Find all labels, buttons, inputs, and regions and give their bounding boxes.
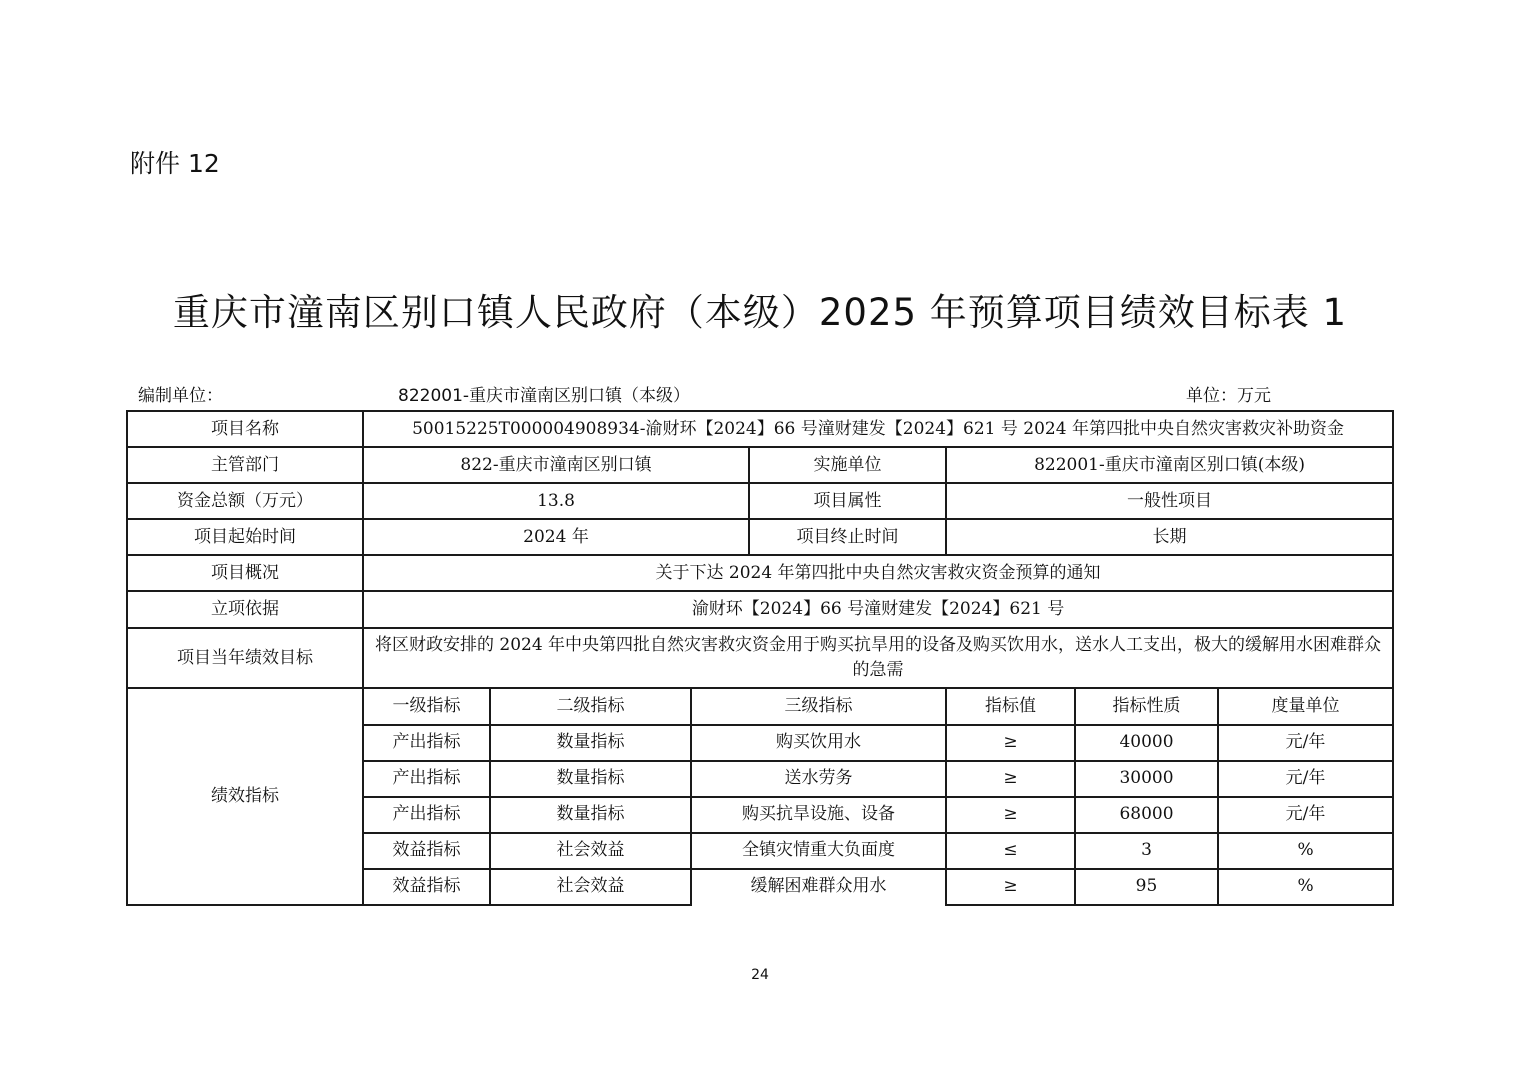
level2-cell: 数量指标	[490, 725, 691, 761]
value-cell: 30000	[1075, 761, 1218, 797]
level1-cell: 产出指标	[363, 797, 490, 833]
overview-value: 关于下达 2024 年第四批中央自然灾害救灾资金预算的通知	[363, 555, 1393, 591]
header-measure-unit: 度量单位	[1218, 688, 1393, 724]
table-row	[127, 411, 1393, 447]
level3-cell: 购买饮用水	[691, 725, 946, 761]
basis-label: 立项依据	[127, 591, 363, 627]
level2-cell: 数量指标	[490, 797, 691, 833]
funds-label: 资金总额（万元）	[127, 483, 363, 519]
impl-unit-label: 实施单位	[749, 447, 946, 483]
annual-goal-value: 将区财政安排的 2024 年中央第四批自然灾害救灾资金用于购买抗旱用的设备及购买饮用水，送水人工支出，极大的缓解用水困难群众的急需	[363, 628, 1393, 689]
overview-label: 项目概况	[127, 555, 363, 591]
header-indicator-value: 指标值	[946, 688, 1075, 724]
compiling-unit-value: 822001-重庆市潼南区别口镇（本级）	[398, 386, 691, 406]
unit-cell: 元/年	[1218, 725, 1393, 761]
level2-cell: 社会效益	[490, 833, 691, 869]
dept-value: 822-重庆市潼南区别口镇	[363, 447, 749, 483]
performance-target-table	[126, 410, 1394, 906]
end-time-value: 长期	[946, 519, 1393, 555]
level1-cell: 效益指标	[363, 833, 490, 869]
table-row	[127, 628, 1393, 689]
impl-unit-value: 822001-重庆市潼南区别口镇(本级)	[946, 447, 1393, 483]
level3-cell: 送水劳务	[691, 761, 946, 797]
table-row	[127, 519, 1393, 555]
start-time-label: 项目起始时间	[127, 519, 363, 555]
value-cell: 95	[1075, 869, 1218, 905]
level2-cell: 社会效益	[490, 869, 691, 905]
compiling-unit-label: 编制单位：	[138, 386, 223, 406]
page-title: 重庆市潼南区别口镇人民政府（本级）2025 年预算项目绩效目标表 1	[172, 291, 1348, 334]
unit-cell: %	[1218, 869, 1393, 905]
value-cell: 3	[1075, 833, 1218, 869]
level3-cell: 购买抗旱设施、设备	[691, 797, 946, 833]
operator-cell: ≤	[946, 833, 1075, 869]
table-row	[127, 591, 1393, 627]
currency-unit: 单位：万元	[1186, 386, 1271, 406]
attachment-label: 附件 12	[130, 149, 220, 178]
project-name-value: 50015225T000004908934-渝财环【2024】66 号潼财建发【2024】621 号 2024 年第四批中央自然灾害救灾补助资金	[363, 411, 1393, 447]
project-name-label: 项目名称	[127, 411, 363, 447]
level1-cell: 效益指标	[363, 869, 490, 905]
start-time-value: 2024 年	[363, 519, 749, 555]
level2-cell: 数量指标	[490, 761, 691, 797]
page-number: 24	[751, 967, 769, 983]
operator-cell: ≥	[946, 761, 1075, 797]
level1-cell: 产出指标	[363, 725, 490, 761]
level3-cell: 缓解困难群众用水	[691, 869, 946, 905]
table-row	[127, 447, 1393, 483]
table-row	[127, 483, 1393, 519]
unit-cell: 元/年	[1218, 761, 1393, 797]
dept-label: 主管部门	[127, 447, 363, 483]
indicator-header-row	[127, 688, 1393, 724]
value-cell: 68000	[1075, 797, 1218, 833]
project-attr-value: 一般性项目	[946, 483, 1393, 519]
level1-cell: 产出指标	[363, 761, 490, 797]
header-level3: 三级指标	[691, 688, 946, 724]
project-attr-label: 项目属性	[749, 483, 946, 519]
operator-cell: ≥	[946, 869, 1075, 905]
end-time-label: 项目终止时间	[749, 519, 946, 555]
operator-cell: ≥	[946, 797, 1075, 833]
unit-cell: %	[1218, 833, 1393, 869]
unit-cell: 元/年	[1218, 797, 1393, 833]
value-cell: 40000	[1075, 725, 1218, 761]
header-indicator-nature: 指标性质	[1075, 688, 1218, 724]
indicator-section-label: 绩效指标	[127, 688, 363, 905]
funds-value: 13.8	[363, 483, 749, 519]
header-level2: 二级指标	[490, 688, 691, 724]
table-row	[127, 555, 1393, 591]
annual-goal-label: 项目当年绩效目标	[127, 628, 363, 689]
header-level1: 一级指标	[363, 688, 490, 724]
operator-cell: ≥	[946, 725, 1075, 761]
basis-value: 渝财环【2024】66 号潼财建发【2024】621 号	[363, 591, 1393, 627]
level3-cell: 全镇灾情重大负面度	[691, 833, 946, 869]
